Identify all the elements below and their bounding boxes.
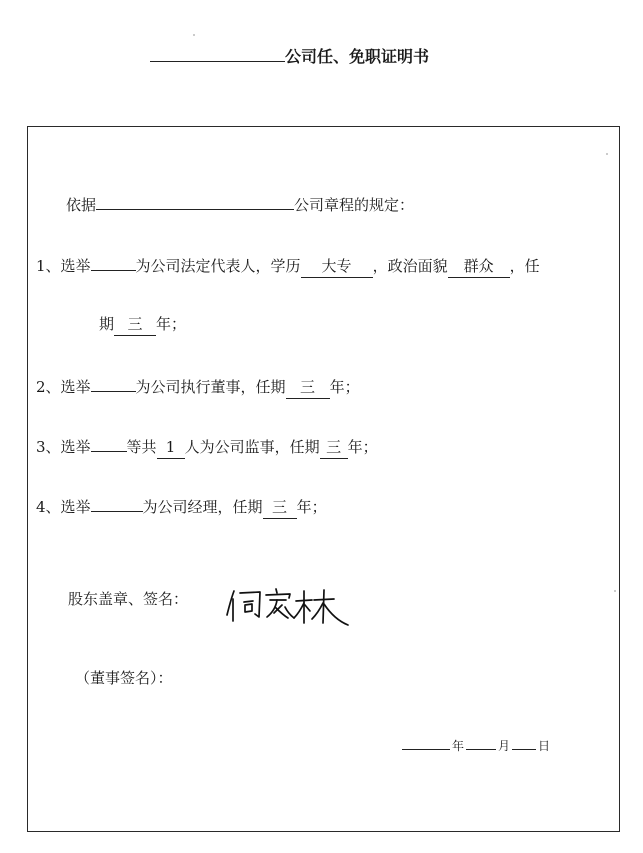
month-label: 月 xyxy=(498,739,511,753)
director-signature-label xyxy=(75,667,173,689)
scan-speck xyxy=(193,34,195,36)
item-3-term-suffix: 年； xyxy=(347,438,378,456)
manager-name-blank xyxy=(91,494,143,512)
company-charter-blank xyxy=(96,192,294,210)
item-4-line xyxy=(36,494,327,519)
political-status-value: 群众 xyxy=(448,255,510,278)
item-2-line xyxy=(36,374,360,399)
item-4-term-suffix: 年； xyxy=(296,498,327,516)
shareholder-seal-label xyxy=(68,588,188,610)
date-line xyxy=(402,735,550,757)
item-1-text: 为公司法定代表人，学历 xyxy=(135,257,301,275)
company-name-blank xyxy=(150,43,285,62)
item-4-prefix: 4、选举 xyxy=(36,498,91,516)
content-frame xyxy=(27,126,620,832)
basis-prefix: 依据 xyxy=(66,196,97,214)
item-1-line xyxy=(36,253,540,278)
day-blank xyxy=(512,735,536,750)
item-1-term-prefix: 期 xyxy=(99,315,115,333)
supervisor-name-blank xyxy=(91,434,127,452)
item-3-term-value: 三 xyxy=(320,436,348,459)
item-4-term-value: 三 xyxy=(263,496,297,519)
year-blank xyxy=(402,735,450,750)
item-2-term-value: 三 xyxy=(286,376,330,399)
item-3-prefix: 3、选举 xyxy=(36,438,91,456)
item-1-text-3: ，任 xyxy=(509,257,540,275)
document-title xyxy=(150,43,429,67)
item-1-term-value: 三 xyxy=(114,313,156,336)
item-1-term-suffix: 年； xyxy=(156,315,187,333)
item-3-line xyxy=(36,434,378,459)
scan-speck xyxy=(614,590,616,592)
signature-text: 何家林 xyxy=(224,585,227,586)
item-3-text: 等共 xyxy=(126,438,157,456)
shareholder-signature xyxy=(224,585,354,631)
item-2-text: 为公司执行董事，任期 xyxy=(135,378,286,396)
legal-rep-name-blank xyxy=(91,253,136,271)
supervisor-count-value: 1 xyxy=(157,436,185,459)
title-text: 公司任、免职证明书 xyxy=(285,47,430,66)
scan-speck xyxy=(606,153,608,155)
executive-director-name-blank xyxy=(91,374,136,392)
year-label: 年 xyxy=(452,739,465,753)
day-label: 日 xyxy=(538,739,551,753)
item-1-text-2: ，政治面貌 xyxy=(372,257,448,275)
basis-suffix: 公司章程的规定： xyxy=(294,196,415,214)
item-1-prefix: 1、选举 xyxy=(36,257,91,275)
education-value: 大专 xyxy=(301,255,373,278)
item-3-text-2: 人为公司监事，任期 xyxy=(184,438,320,456)
month-blank xyxy=(466,735,496,750)
item-2-prefix: 2、选举 xyxy=(36,378,91,396)
item-4-text: 为公司经理，任期 xyxy=(142,498,263,516)
item-1-term-line xyxy=(99,313,186,336)
item-2-term-suffix: 年； xyxy=(329,378,360,396)
basis-line xyxy=(66,192,414,216)
shareholder-label-text: 股东盖章、签名： xyxy=(68,590,189,608)
director-label-text: （董事签名）： xyxy=(75,669,173,687)
